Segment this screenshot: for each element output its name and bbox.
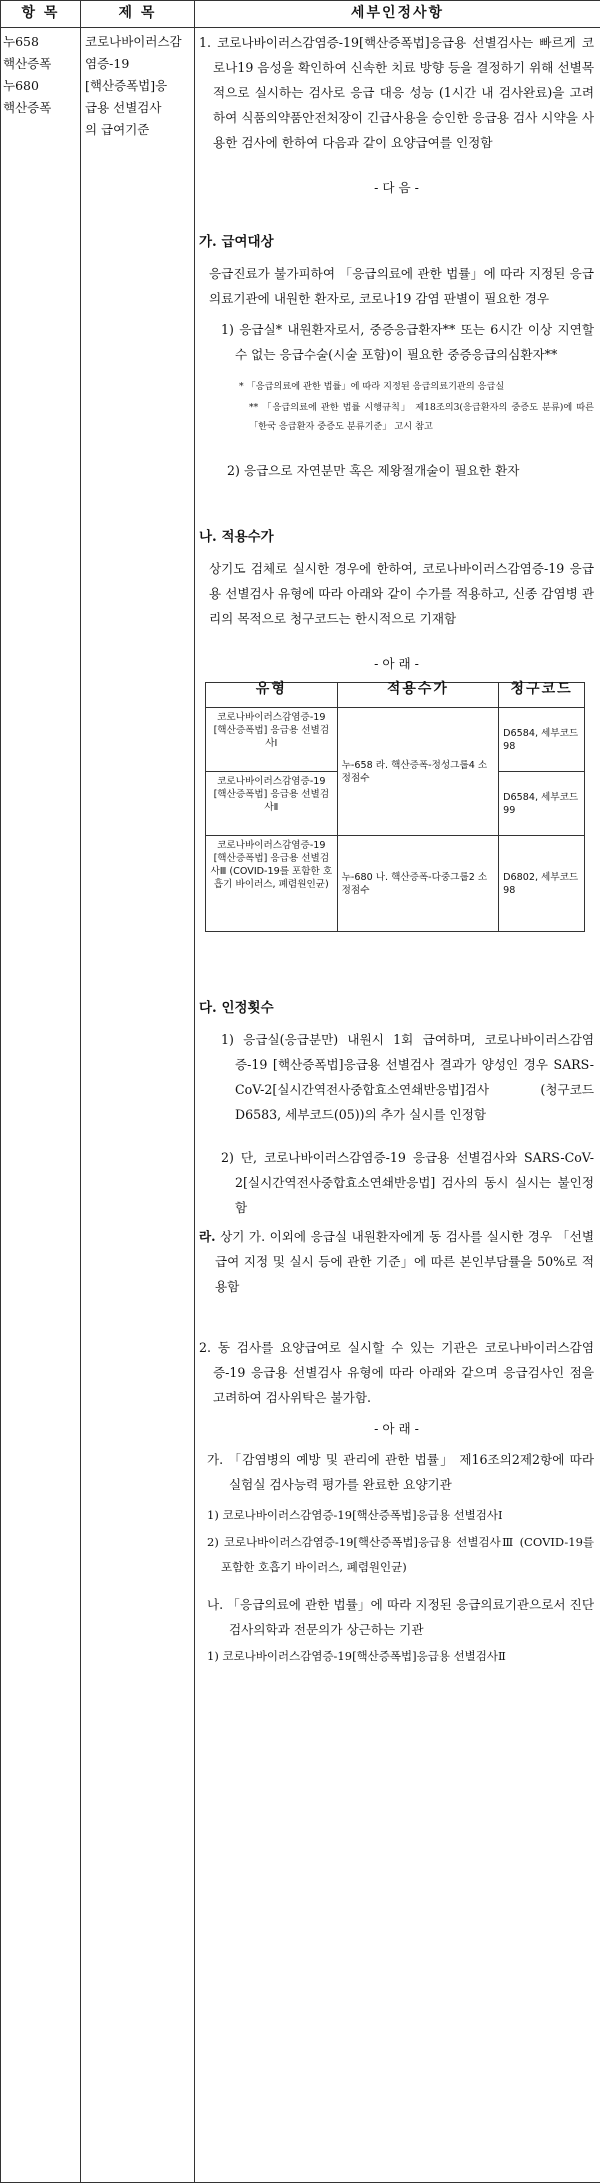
section-ga-item-1: 1) 응급실* 내원환자로서, 중증응급환자** 또는 6시간 이상 지연할 수 없는 응급수술(시술 포함)이 필요한 중증응급의심환자** (199, 317, 594, 367)
title-line: 급용 선별검사 (85, 97, 190, 119)
item-code-line: 핵산증폭 (3, 53, 78, 75)
arae-marker-2: - 아 래 - (199, 1416, 594, 1441)
item-code-line: 핵산증폭 (3, 97, 78, 119)
section-ga-note-2: ** 「응급의료에 관한 법률 시행규칙」 제18조의3(응급환자의 중증도 분류)에 따른 「한국 응급환자 중증도 분류기준」 고시 참고 (199, 398, 594, 436)
section-ga-note-1: * 「응급의료에 관한 법률」에 따라 지정된 응급의료기관의 응급실 (199, 377, 594, 396)
fee-table-code-cell: D6584, 세부코드 98 (499, 708, 585, 772)
institution-ga-item-1: 1) 코로나바이러스감염증-19[핵산증폭법]응급용 선별검사Ⅰ (199, 1503, 594, 1528)
fee-table-header-type: 유형 (206, 683, 338, 708)
column-header-title: 제 목 (81, 1, 195, 28)
fee-table (205, 682, 585, 932)
section-ga-heading: 가. 급여대상 (199, 230, 594, 255)
fee-table-code-cell: D6802, 세부코드 98 (499, 836, 585, 932)
item-code-cell (1, 28, 81, 2183)
section-da-item-1: 1) 응급실(응급분만) 내원시 1회 급여하며, 코로나바이러스감염증-19 [핵산증폭법]응급용 선별검사 결과가 양성인 경우 SARS-CoV-2[실시간역전사중합효소연쇄반응법]검사 (청구코드 D6583, 세부코드(05))의 추가 실시를 인정함 (199, 1027, 594, 1127)
fee-table-type-cell: 코로나바이러스감염증-19 [핵산증폭법] 응급용 선별검사Ⅱ (206, 772, 338, 836)
title-line: 염증-19 (85, 53, 190, 75)
title-line: [핵산증폭법]응 (85, 75, 190, 97)
section-ra (199, 1224, 594, 1299)
section-da-item-2: 2) 단, 코로나바이러스감염증-19 응급용 선별검사와 SARS-CoV-2[실시간역전사중합효소연쇄반응법] 검사의 동시 실시는 불인정함 (199, 1145, 594, 1220)
title-line: 코로나바이러스감 (85, 31, 190, 53)
institution-na-item-1: 1) 코로나바이러스감염증-19[핵산증폭법]응급용 선별검사Ⅱ (199, 1644, 594, 1669)
item-code-line: 누680 (3, 75, 78, 97)
fee-table-code-cell: D6584, 세부코드 99 (499, 772, 585, 836)
section-na-heading: 나. 적용수가 (199, 525, 594, 550)
column-header-detail: 세부인정사항 (195, 1, 600, 28)
section-ra-label: 라. (199, 1229, 216, 1244)
section-da-heading: 다. 인정횟수 (199, 996, 594, 1021)
fee-table-fee-cell: 누-680 나. 핵산증폭-다중그룹2 소정점수 (337, 836, 499, 932)
section-na-text: 상기도 검체로 실시한 경우에 한하여, 코로나바이러스감염증-19 응급용 선별검사 유형에 따라 아래와 같이 수가를 적용하고, 신종 감염병 관리의 목적으로 청구코드는 한시적으로 기재함 (199, 556, 594, 631)
detail-cell (195, 28, 600, 2183)
column-header-item: 항 목 (1, 1, 81, 28)
fee-table-header-fee: 적용수가 (337, 683, 499, 708)
table-row (206, 836, 585, 932)
fee-table-fee-cell: 누-658 라. 핵산증폭-정성그룹4 소정점수 (337, 708, 499, 836)
title-line: 의 급여기준 (85, 119, 190, 141)
institution-na: 나. 「응급의료에 관한 법률」에 따라 지정된 응급의료기관으로서 진단검사의학과 전문의가 상근하는 기관 (199, 1592, 594, 1642)
da-eum-marker: - 다 음 - (199, 175, 594, 200)
institution-ga-item-2: 2) 코로나바이러스감염증-19[핵산증폭법]응급용 선별검사Ⅲ (COVID-19를 포함한 호흡기 바이러스, 폐렴원인균) (199, 1530, 594, 1580)
paragraph-2: 2. 동 검사를 요양급여로 실시할 수 있는 기관은 코로나바이러스감염증-19 응급용 선별검사 유형에 따라 아래와 같으며 응급검사인 점을 고려하여 검사위탁은 불가함. (199, 1335, 594, 1410)
title-cell (81, 28, 195, 2183)
section-ga-text: 응급진료가 불가피하여 「응급의료에 관한 법률」에 따라 지정된 응급의료기관에 내원한 환자로, 코로나19 감염 판별이 필요한 경우 (199, 261, 594, 311)
institution-ga: 가. 「감염병의 예방 및 관리에 관한 법률」 제16조의2제2항에 따라 실험실 검사능력 평가를 완료한 요양기관 (199, 1447, 594, 1497)
fee-table-type-cell: 코로나바이러스감염증-19 [핵산증폭법] 응급용 선별검사Ⅰ (206, 708, 338, 772)
table-row (206, 708, 585, 772)
section-ra-text: 상기 가. 이외에 응급실 내원환자에게 동 검사를 실시한 경우 「선별급여 지정 및 실시 등에 관한 기준」에 따른 본인부담률을 50%로 적용함 (215, 1229, 594, 1294)
item-code-line: 누658 (3, 31, 78, 53)
fee-table-header-code: 청구코드 (499, 683, 585, 708)
paragraph-1: 1. 코로나바이러스감염증-19[핵산증폭법]응급용 선별검사는 빠르게 코로나19 음성을 확인하여 신속한 치료 방향 등을 결정하기 위해 선별목적으로 실시하는 검사로 응급 대응 성능 (1시간 내 검사완료)을 고려하여 식품의약품안전처장이 긴급사용을 승인한 응급용 검사 시약을 사용한 검사에 한하여 다음과 같이 요양급여를 인정함 (199, 30, 594, 155)
section-ga-item-2: 2) 응급으로 자연분만 혹은 제왕절개술이 필요한 환자 (199, 458, 594, 483)
arae-marker-1: - 아 래 - (199, 651, 594, 676)
fee-table-type-cell: 코로나바이러스감염증-19 [핵산증폭법] 응급용 선별검사Ⅲ (COVID-19를 포함한 호흡기 바이러스, 폐렴원인균) (206, 836, 338, 932)
